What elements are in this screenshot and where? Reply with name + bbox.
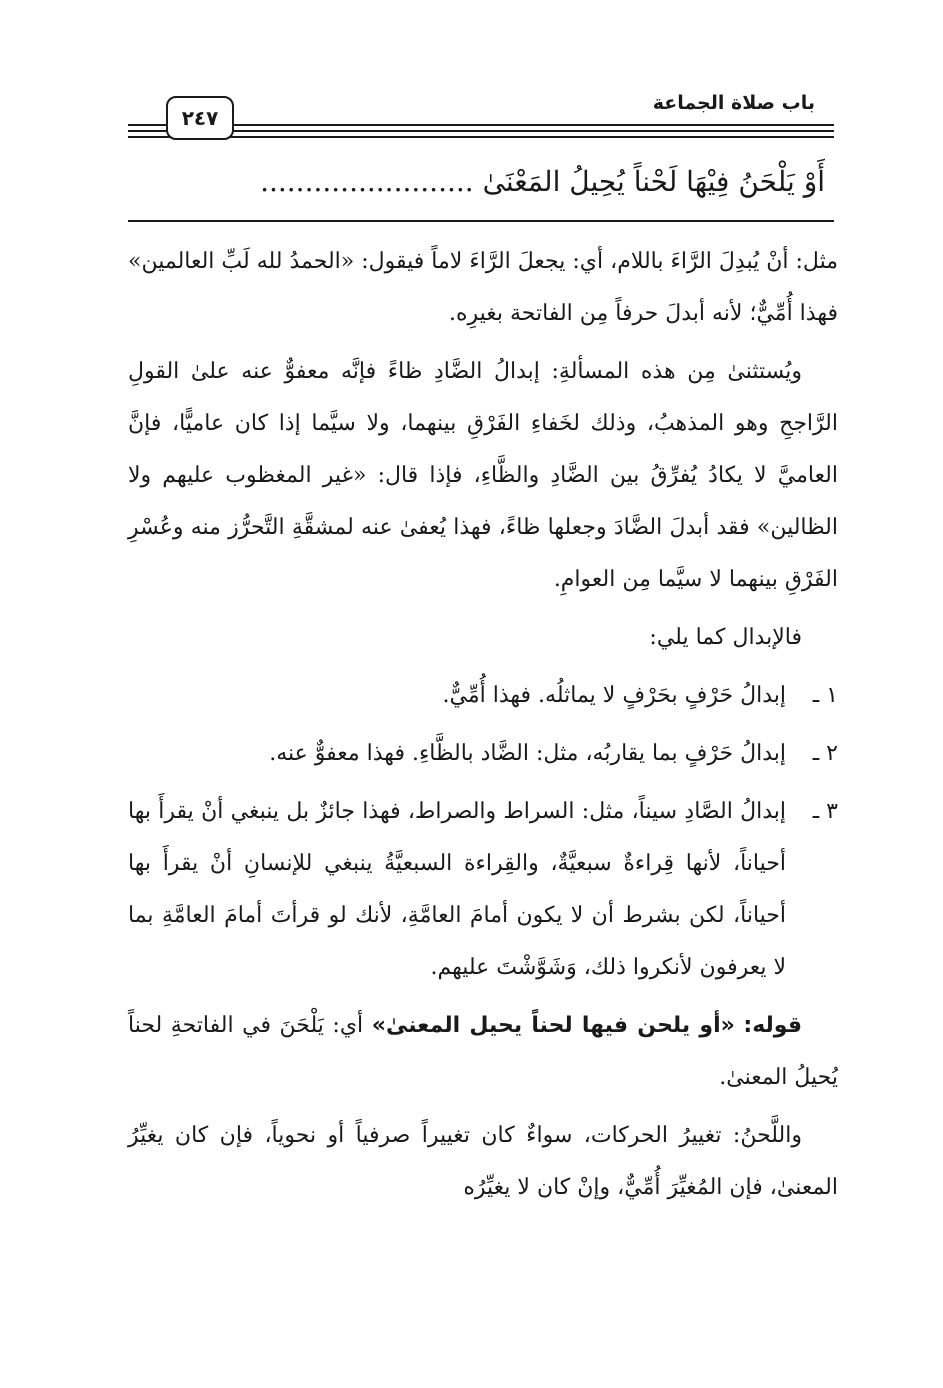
header-rule-bottom [128, 136, 834, 138]
commentary-body [128, 236, 838, 1220]
list-item-1 [128, 670, 838, 722]
paragraph-lahn: واللَّحنُ: تغييرُ الحركات، سواءٌ كان تغييراً صرفياً أو نحوياً، فإن كان يغيِّرُ المعنىٰ، فإن المُغيِّرَ أُمِّيٌّ، وإنْ كان لا يغيِّرُه [128, 1123, 838, 1200]
page-number-box [166, 96, 234, 140]
qawluhu-paragraph [128, 1000, 838, 1104]
matn-divider [128, 220, 834, 222]
list-number: ٢ ـ [812, 741, 838, 766]
chapter-title: باب صلاة الجماعة [652, 92, 815, 114]
list-item-2 [128, 728, 838, 780]
qawluhu-quote: «أو يلحن فيها لحناً يحيل المعنىٰ» [371, 1013, 735, 1038]
list-item-3 [128, 786, 838, 994]
list-number: ١ ـ [812, 683, 838, 708]
list-number: ٣ ـ [812, 799, 838, 824]
qawluhu-label: قوله: [743, 1013, 802, 1038]
matn-line: أَوْ يَلْحَنُ فِيْهَا لَحْناً يُحِيلُ المَعْنَىٰ ........................ [260, 165, 825, 198]
list-text: إبدالُ حَرْفٍ بحَرْفٍ لا يماثلُه. فهذا أُمِّيٌّ. [442, 683, 786, 708]
list-text: إبدالُ الصَّادِ سيناً، مثل: السراط والصراط، فهذا جائزٌ بل ينبغي أنْ يقرأَ بها أحياناً، لأنها قِراءةٌ سبعيَّةٌ، والقِراءة السبعيَّةُ ينبغي للإنسانِ أنْ يقرأَ بها أحياناً، لكن بشرط أن لا يكون أمامَ العامَّةِ، لأنك لو قرأتَ أمامَ العامَّةِ بما لا يعرفون لأنكروا ذلك، وَشَوَّشْتَ عليهم. [128, 799, 786, 980]
paragraph-1: مثل: أنْ يُبدِلَ الرَّاءَ باللام، أي: يجعلَ الرَّاءَ لاماً فيقول: «الحمدُ لله لَبِّ العالمين» فهذا أُمِّيٌّ؛ لأنه أبدلَ حرفاً مِن الفاتحة بغيرِه. [128, 249, 838, 326]
paragraph-2: ويُستثنىٰ مِن هذه المسألةِ: إبدالُ الضَّادِ ظاءً فإنَّه معفوٌّ عنه علىٰ القولِ الرَّاجحِ وهو المذهبُ، وذلك لخَفاءِ الفَرْقِ بينهما، ولا سيَّما إذا كان عاميًّا، فإنَّ العاميَّ لا يكادُ يُفرِّقُ بين الضَّادِ والظَّاءِ، فإذا قال: «غير المغظوب عليهم ولا الظالين» فقد أبدلَ الضَّادَ وجعلها ظاءً، فهذا يُعفىٰ عنه لمشقَّةِ التَّحرُّز منه وعُسْرِ الفَرْقِ بينهما لا سيَّما مِن العوامِ. [128, 359, 838, 592]
list-text: إبدالُ حَرْفٍ بما يقاربُه، مثل: الضَّاد بالظَّاءِ. فهذا معفوٌّ عنه. [269, 741, 786, 766]
qawluhu-explanation: أي: يَلْحَنَ في الفاتحةِ لحناً يُحيلُ المعنىٰ. [128, 1013, 838, 1090]
paragraph-3: فالإبدال كما يلي: [649, 625, 802, 650]
page-number: ٢٤٧ [181, 106, 219, 130]
